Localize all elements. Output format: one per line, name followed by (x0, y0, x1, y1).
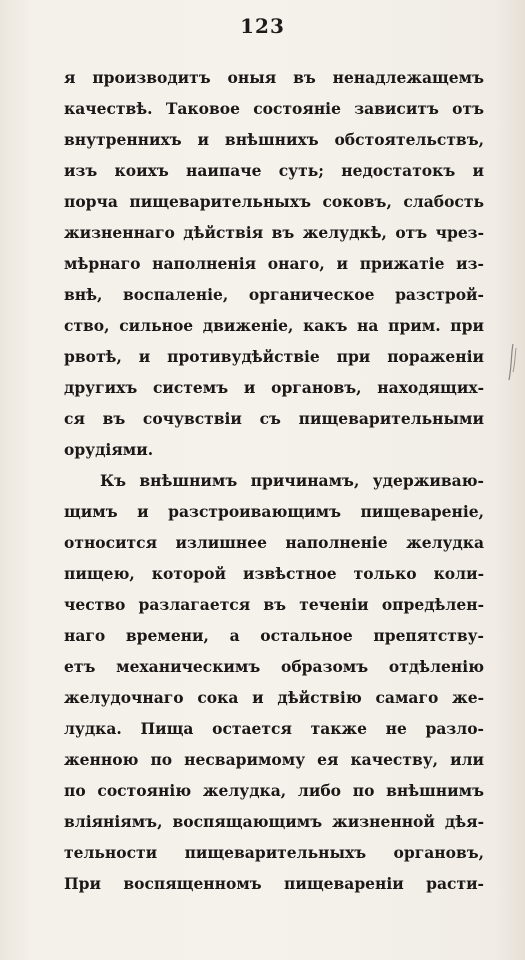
text-line: чество разлагается въ теченіи опредѣлен- (64, 595, 484, 614)
text-line: ство, сильное движеніе, какъ на прим. при (64, 316, 484, 335)
text-line: етъ механическимъ образомъ отдѣленію (64, 657, 484, 676)
text-line: рвотѣ, и противудѣйствіе при пораженіи (64, 347, 484, 366)
text-line: другихъ системъ и органовъ, находящих- (64, 378, 484, 397)
text-line: изъ коихъ наипаче суть; недостатокъ и (64, 161, 484, 180)
text-line: наго времени, а остальное препятству- (64, 626, 484, 645)
text-line: внутреннихъ и внѣшнихъ обстоятельствъ, (64, 130, 484, 149)
text-line: тельности пищеварительныхъ органовъ, (64, 843, 484, 862)
paragraph-1 (64, 62, 484, 465)
text-line: женною по несваримому ея качеству, или (64, 750, 484, 769)
paragraph-2 (64, 465, 484, 899)
text-line: качествѣ. Таковое состояніе зависитъ отъ (64, 99, 484, 118)
text-line: я производитъ оныя въ ненадлежащемъ (64, 68, 484, 87)
text-line: лудка. Пища остается также не разло- (64, 719, 484, 738)
text-line: Къ внѣшнимъ причинамъ, удерживаю- (100, 471, 484, 490)
text-line: ся въ сочувствіи съ пищеварительными (64, 409, 484, 428)
text-line: При воспященномъ пищевареніи расти- (64, 874, 484, 893)
pencil-margin-mark (505, 342, 519, 382)
body-text (64, 62, 484, 899)
text-line: внѣ, воспаленіе, органическое разстрой- (64, 285, 484, 304)
text-line: по состоянію желудка, либо по внѣшнимъ (64, 781, 484, 800)
page-number: 123 (240, 14, 285, 38)
text-line: порча пищеварительныхъ соковъ, слабость (64, 192, 484, 211)
text-line: щимъ и разстроивающимъ пищевареніе, (64, 502, 484, 521)
text-line: относится излишнее наполненіе желудка (64, 533, 484, 552)
text-line: мѣрнаго наполненія онаго, и прижатіе из- (64, 254, 484, 273)
text-line: пищею, которой извѣстное только коли- (64, 564, 484, 583)
text-line: жизненнаго дѣйствія въ желудкѣ, отъ чрез- (64, 223, 484, 242)
text-line: орудіями. (64, 440, 154, 459)
text-line: вліяніямъ, воспящающимъ жизненной дѣя- (64, 812, 484, 831)
text-line: желудочнаго сока и дѣйствію самаго же- (64, 688, 484, 707)
